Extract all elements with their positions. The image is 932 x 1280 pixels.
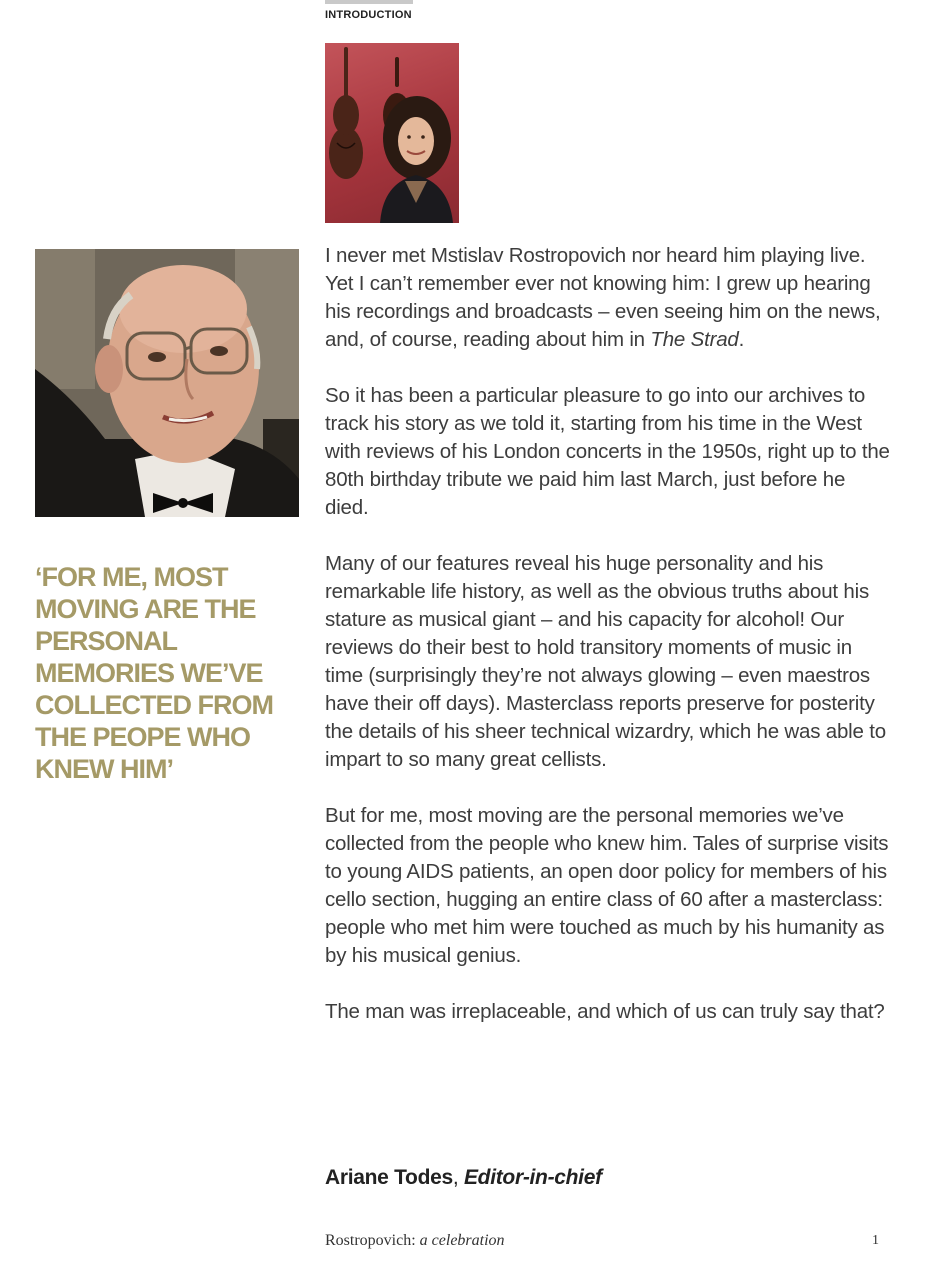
pull-quote: ‘FOR ME, MOST MOVING ARE THE PERSONAL MEMORIES WE’VE COLLECTED FROM THE PEOPE WHO KNEW HIM’ bbox=[35, 562, 273, 784]
paragraph-2: So it has been a particular pleasure to go into our archives to track his story as we told it, starting from his time in the West with reviews of his London concerts in the 1950s, right up to the 80th birthday tribute we paid him last March, just before he died. bbox=[325, 384, 890, 519]
footer-subtitle: a celebration bbox=[419, 1232, 505, 1249]
publication-title: The Strad bbox=[650, 328, 739, 351]
signature bbox=[325, 1166, 602, 1190]
header-rule bbox=[325, 0, 413, 4]
author-role: Editor-in-chief bbox=[463, 1166, 602, 1189]
footer-publication: Rostropovich: bbox=[325, 1232, 416, 1249]
editor-photo-illustration bbox=[325, 43, 459, 223]
paragraph-4: But for me, most moving are the personal memories we’ve collected from the people who knew him. Tales of surprise visits to young AIDS patients, an open door policy for members of his cello section, hugging an entire class of 60 after a masterclass: people who met him were touched as much by his humanity as by his musical genius. bbox=[325, 804, 889, 967]
page-number: 1 bbox=[872, 1233, 879, 1248]
subject-photo-illustration bbox=[35, 249, 299, 517]
article-body bbox=[325, 242, 890, 1054]
paragraph-1 bbox=[325, 242, 890, 354]
subject-photo bbox=[35, 249, 299, 517]
editor-photo bbox=[325, 43, 459, 223]
paragraph-1-text: I never met Mstislav Rostropovich nor heard him playing live. Yet I can’t remember ever not knowing him: I grew up hearing his recordings and broadcasts – even seeing him on the news, and, of course, reading about him in bbox=[325, 244, 881, 351]
paragraph-1-end: . bbox=[738, 328, 745, 351]
section-label: INTRODUCTION bbox=[325, 9, 412, 21]
paragraph-5: The man was irreplaceable, and which of us can truly say that? bbox=[325, 1000, 885, 1023]
paragraph-3: Many of our features reveal his huge personality and his remarkable life history, as well as the obvious truths about his stature as musical giant – and his capacity for alcohol! Our reviews do their best to hold transitory moments of music in time (surprisingly they’re not always glowing – even maestros have their off days). Masterclass reports preserve for posterity the details of his sheer technical wizardry, which he was able to impart to so many great cellists. bbox=[325, 552, 886, 771]
footer-title bbox=[325, 1232, 505, 1250]
signature-separator: , bbox=[452, 1166, 464, 1189]
author-name: Ariane Todes bbox=[325, 1166, 453, 1189]
